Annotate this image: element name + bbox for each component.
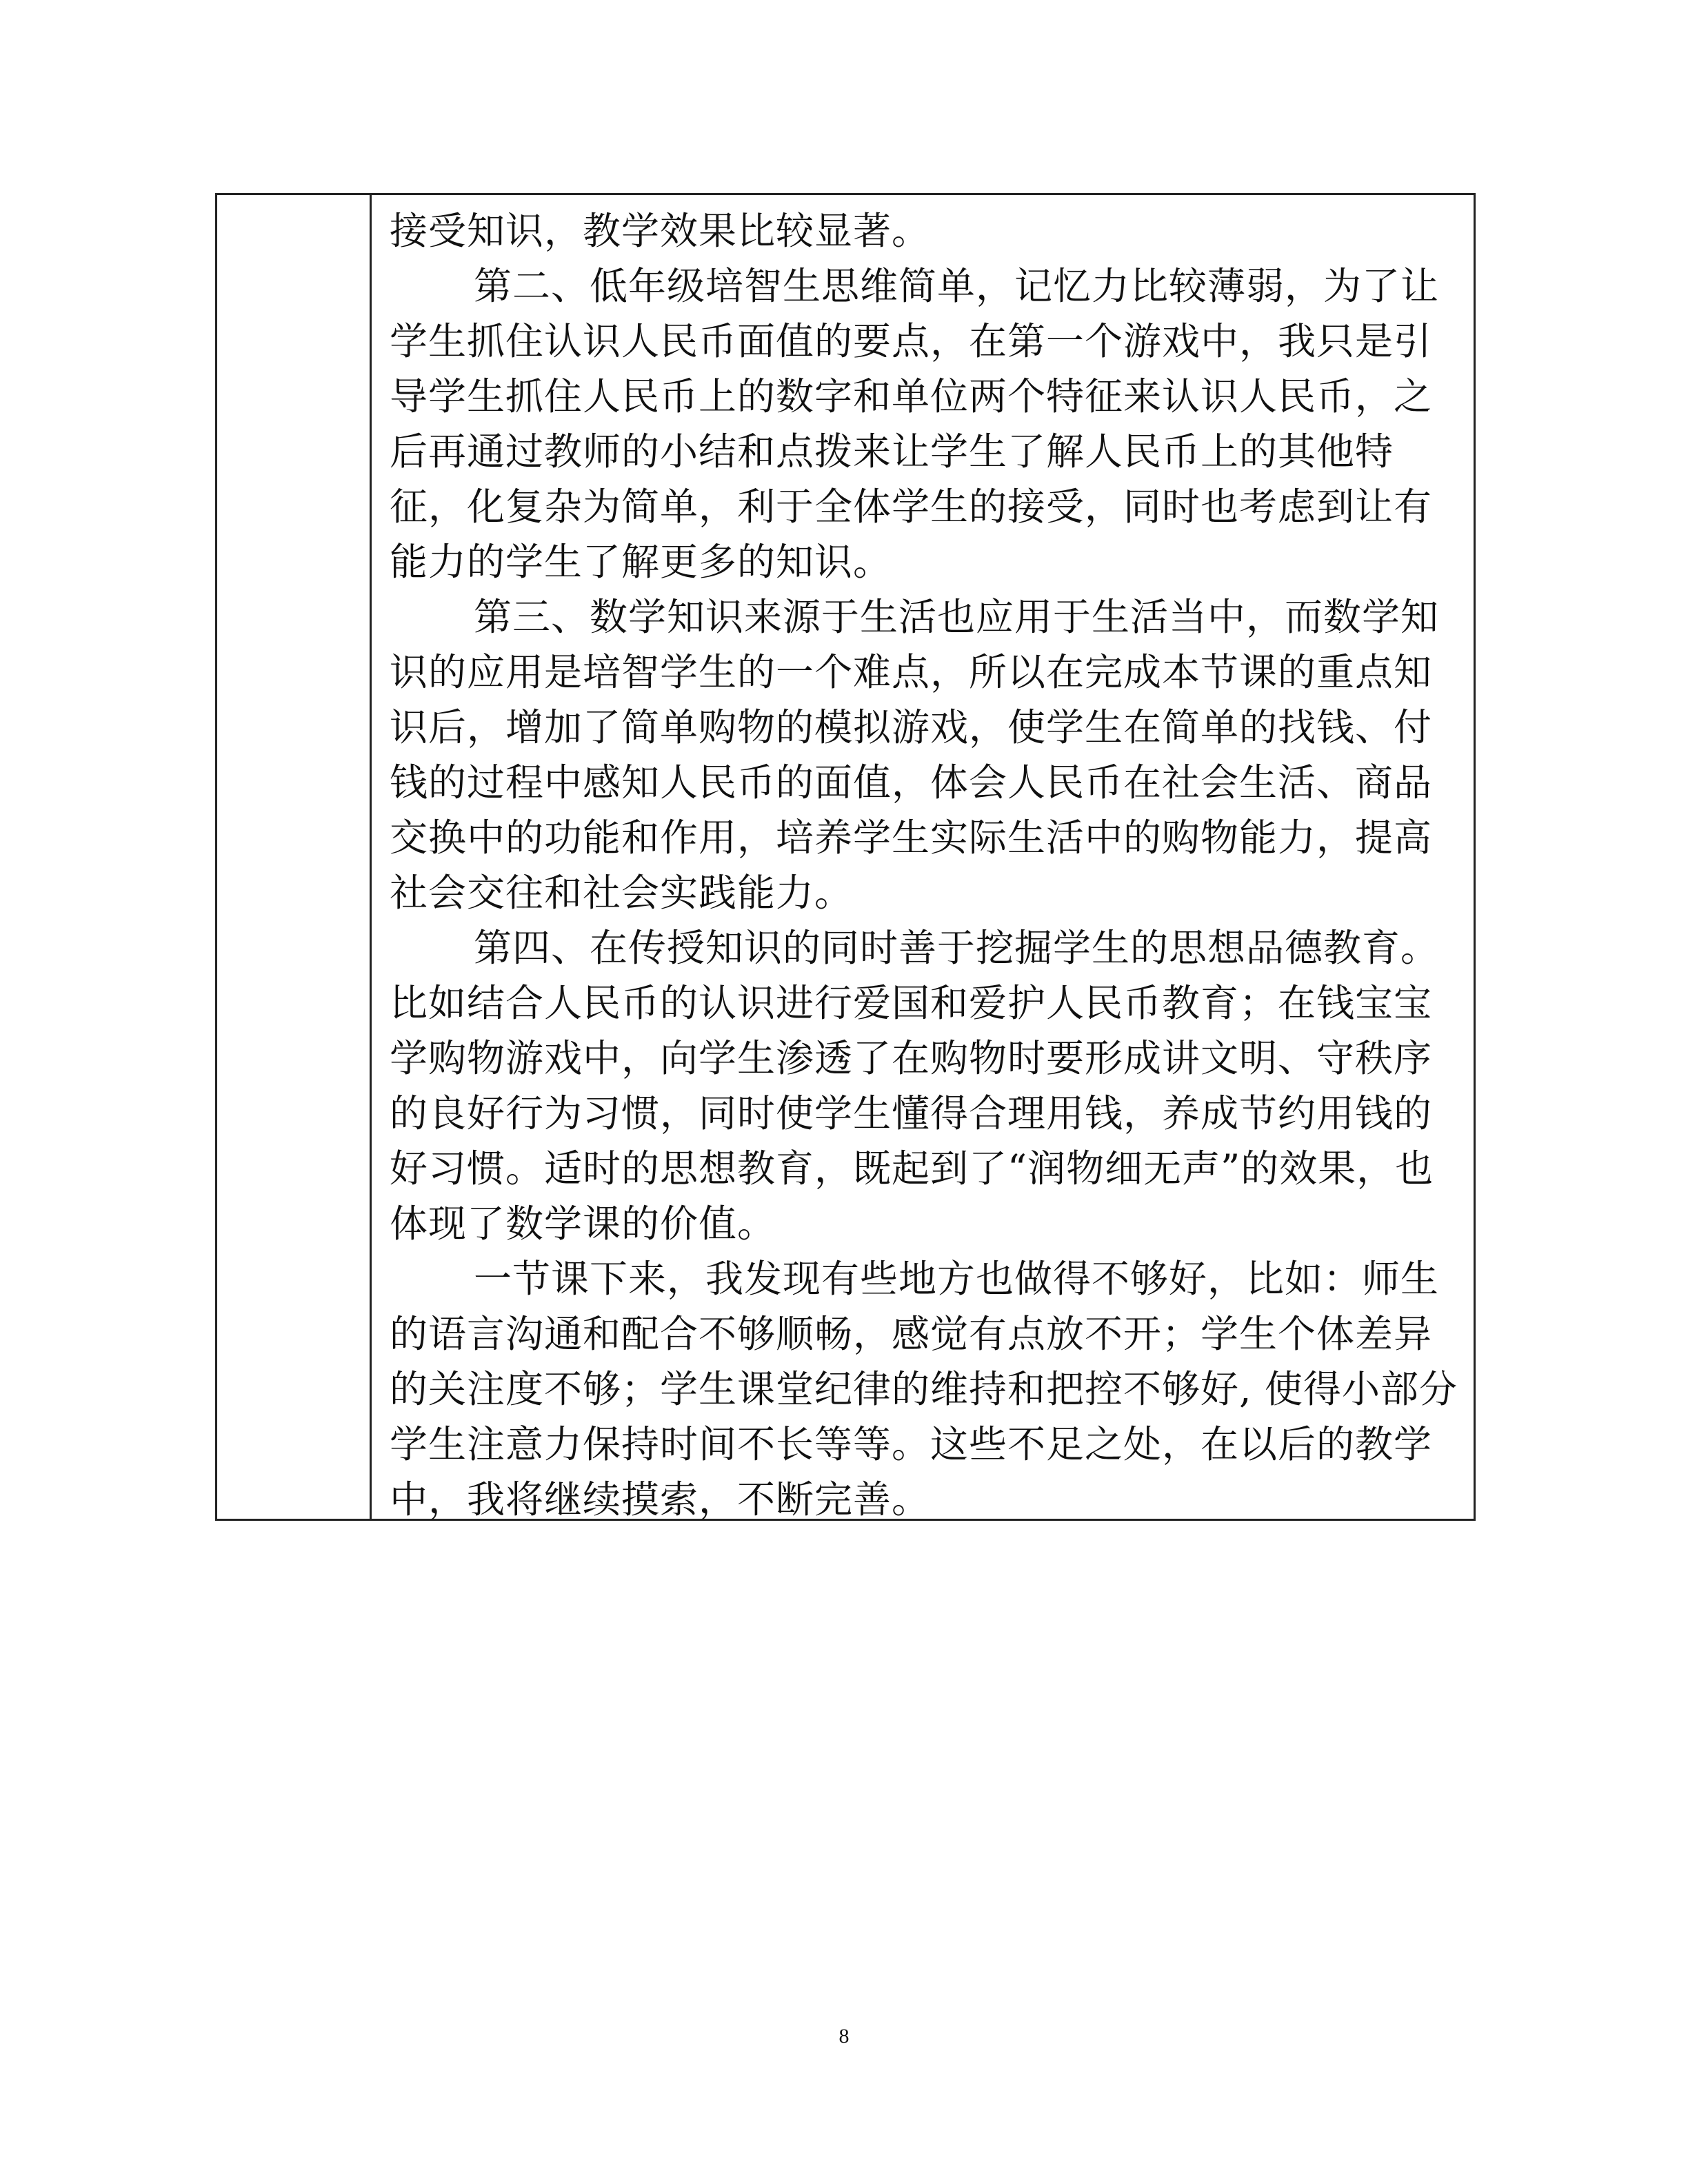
paragraph-shortcomings: 一节课下来，我发现有些地方也做得不够好，比如：师生的语言沟通和配合不够顺畅，感觉有点放不开；学生个体差异的关注度不够；学生课堂纪律的维持和把控不够好, 使得小部分学生注意力保持时间不长等等。这些不足之处，在以后的教学中，我将继续摸索，不断完善。 [390,1257,1458,1521]
paragraph-continuation: 接受知识，教学效果比较显著。 [390,209,931,253]
reflection-table [215,193,1476,1521]
paragraph-second-point: 第二、低年级培智生思维简单，记忆力比较薄弱，为了让学生抓住认识人民币面值的要点，在第一个游戏中，我只是引导学生抓住人民币上的数字和单位两个特征来认识人民币，之后再通过教师的小结和点拨来让学生了解人民币上的其他特征，化复杂为简单，利于全体学生的接受，同时也考虑到让有能力的学生了解更多的知识。 [390,264,1440,584]
paragraph-fourth-point: 第四、在传授知识的同时善于挖掘学生的思想品德教育。比如结合人民币的认识进行爱国和爱护人民币教育；在钱宝宝学购物游戏中，向学生渗透了在购物时要形成讲文明、守秩序的良好行为习惯，同时使学生懂得合理用钱，养成节约用钱的好习惯。适时的思想教育，既起到了“润物细无声”的效果，也体现了数学课的价值。 [390,926,1440,1246]
table-content-cell [390,203,1465,1527]
page-number: 8 [838,2025,850,2048]
paragraph-third-point: 第三、数学知识来源于生活也应用于生活当中，而数学知识的应用是培智学生的一个难点，所以在完成本节课的重点知识后，增加了简单购物的模拟游戏，使学生在简单的找钱、付钱的过程中感知人民币的面值，体会人民币在社会生活、商品交换中的功能和作用，培养学生实际生活中的购物能力，提高社会交往和社会实践能力。 [390,595,1440,915]
table-label-column [217,195,372,1519]
